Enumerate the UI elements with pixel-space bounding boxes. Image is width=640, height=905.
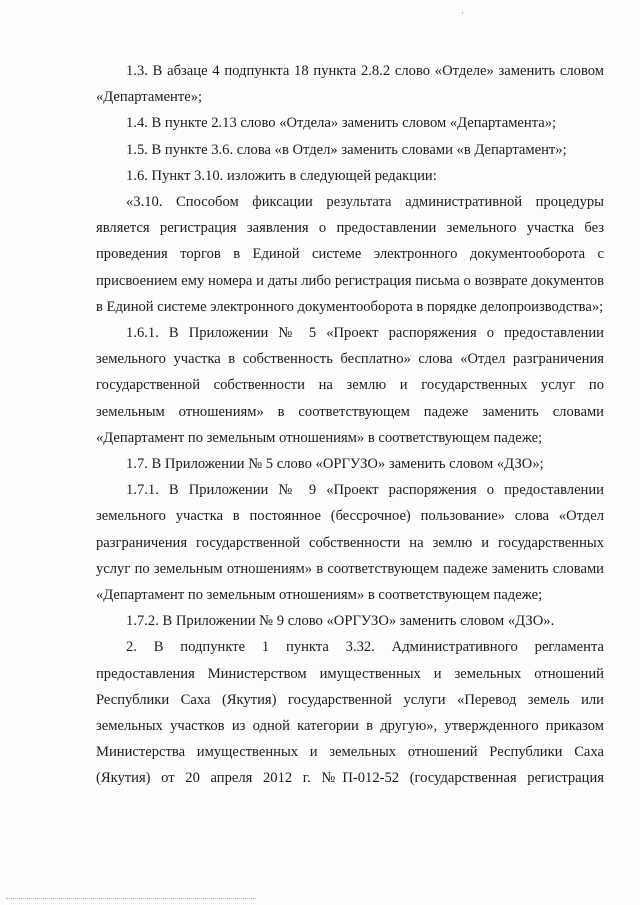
scan-speck	[462, 12, 463, 14]
scan-edge-line	[6, 898, 256, 900]
paragraph-1-5: 1.5. В пункте 3.6. слова «в Отдел» заменить словами «в Департамент»;	[126, 141, 567, 158]
paragraph-1-6-1: 1.6.1. В Приложении № 5 «Проект распоряжения о предоставлении земельного участка в собственность бесплатно» слова «Отдел разграничения государственной собственности на землю и государственных услуг по земельным отношениям» в соответствующем падеже заменить словами «Департамент по земельным отношениям» в соответствующем падеже;	[96, 325, 604, 446]
paragraph-1-7-1: 1.7.1. В Приложении № 9 «Проект распоряжения о предоставлении земельного участка в постоянное (бессрочное) пользование» слова «Отдел разграничения государственной собственности на землю и государственных услуг по земельным отношениям» в соответствующем падеже заменить словами «Департамент по земельным отношениям» в соответствующем падеже;	[96, 482, 604, 604]
paragraph-1-7-2: 1.7.2. В Приложении № 9 слово «ОРГУЗО» заменить словом «ДЗО».	[126, 613, 555, 630]
paragraph-3-10: «3.10. Способом фиксации результата административной процедуры является регистрация заявления о предоставлении земельного участка без проведения торгов в Единой системе электронного документооборота с присвоением ему номера и даты либо регистрация письма о возврате документов в Единой системе электронного документооборота в порядке делопроизводства»;	[96, 194, 604, 315]
document-body	[96, 58, 604, 792]
paragraph-1-4: 1.4. В пункте 2.13 слово «Отдела» заменить словом «Департамента»;	[126, 115, 557, 132]
paragraph-1-3: 1.3. В абзаце 4 подпункта 18 пункта 2.8.2 слово «Отделе» заменить словом «Департаменте»;	[96, 63, 604, 106]
paragraph-1-6: 1.6. Пункт 3.10. изложить в следующей редакции:	[126, 167, 437, 184]
paragraph-1-7: 1.7. В Приложении № 5 слово «ОРГУЗО» заменить словом «ДЗО»;	[126, 456, 544, 473]
paragraph-2: 2. В подпункте 1 пункта 3.32. Административного регламента предоставления Министерством имущественных и земельных отношений Республики Саха (Якутия) государственной услуги «Перевод земель или земельных участков из одной категории в другую», утвержденного приказом Министерства имущественных и земельных отношений Республики Саха (Якутия) от 20 апреля 2012 г. №П-012-52 (государственная регистрация	[96, 639, 604, 787]
